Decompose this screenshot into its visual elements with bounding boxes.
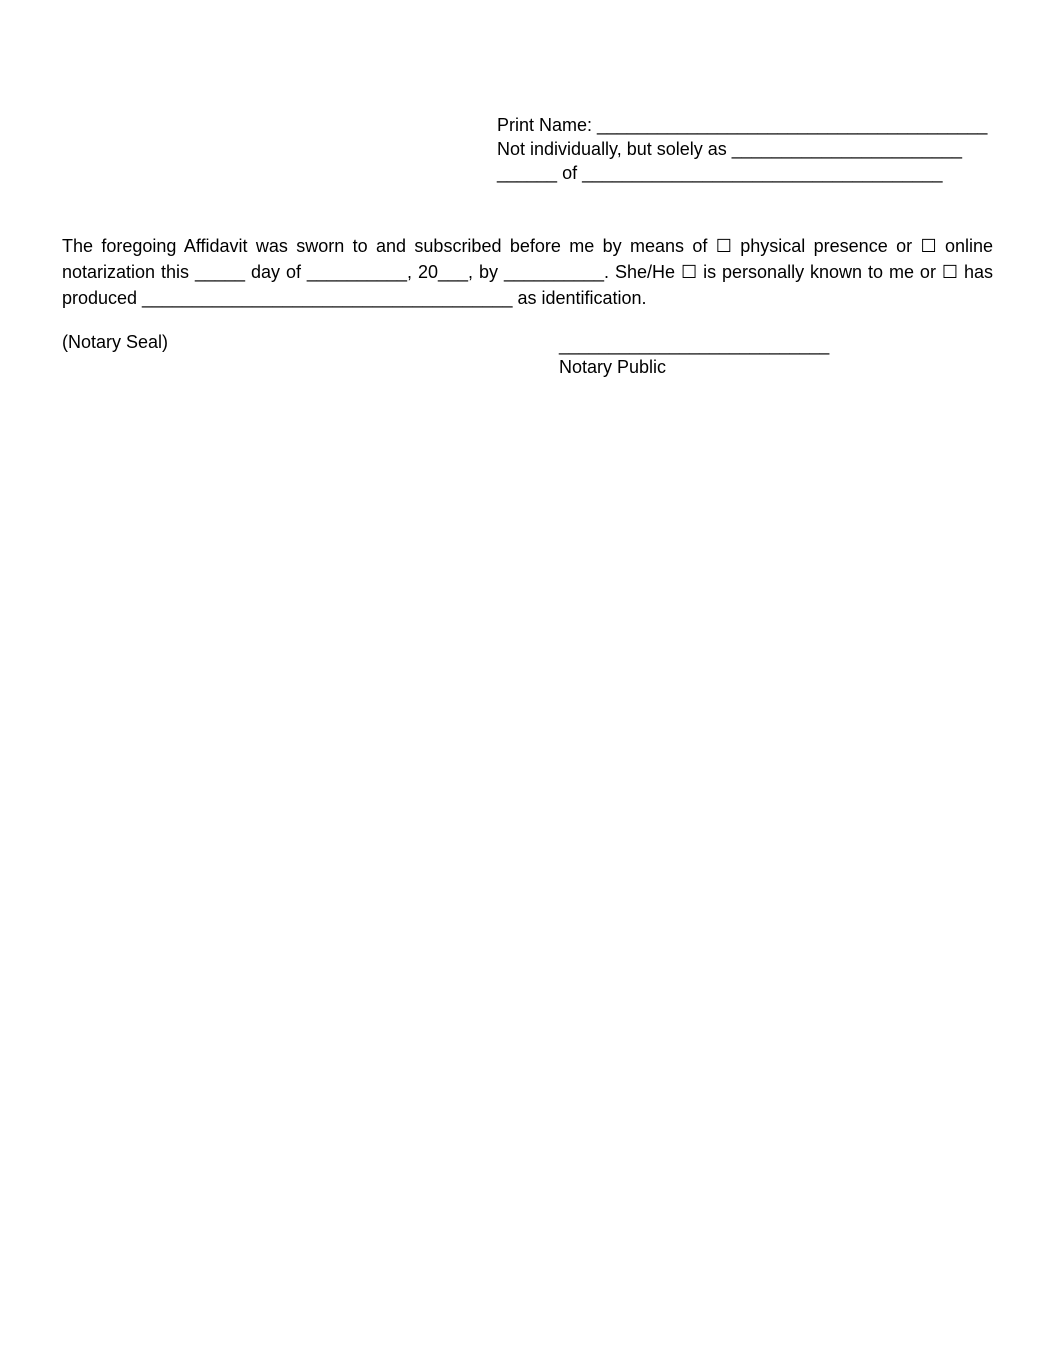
entity-of-line: ______ of ____________________________________ xyxy=(497,163,943,183)
notary-signature-line: ___________________________ xyxy=(559,335,830,355)
notary-signature-block xyxy=(559,334,829,378)
print-name-line: Print Name: _______________________________________ xyxy=(497,115,988,135)
signature-block xyxy=(497,113,997,185)
notary-public-label: Notary Public xyxy=(559,357,667,377)
notary-seal-label: (Notary Seal) xyxy=(62,332,169,352)
capacity-line: Not individually, but solely as _______________________ xyxy=(497,139,963,159)
notary-acknowledgment-paragraph: The foregoing Affidavit was sworn to and subscribed before me by means of ☐ physical presence or ☐ online notarization this _____ day of __________, 20___, by __________. She/He ☐ is personally known to me or ☐ has produced _____________________________________ as identification. xyxy=(62,236,993,308)
